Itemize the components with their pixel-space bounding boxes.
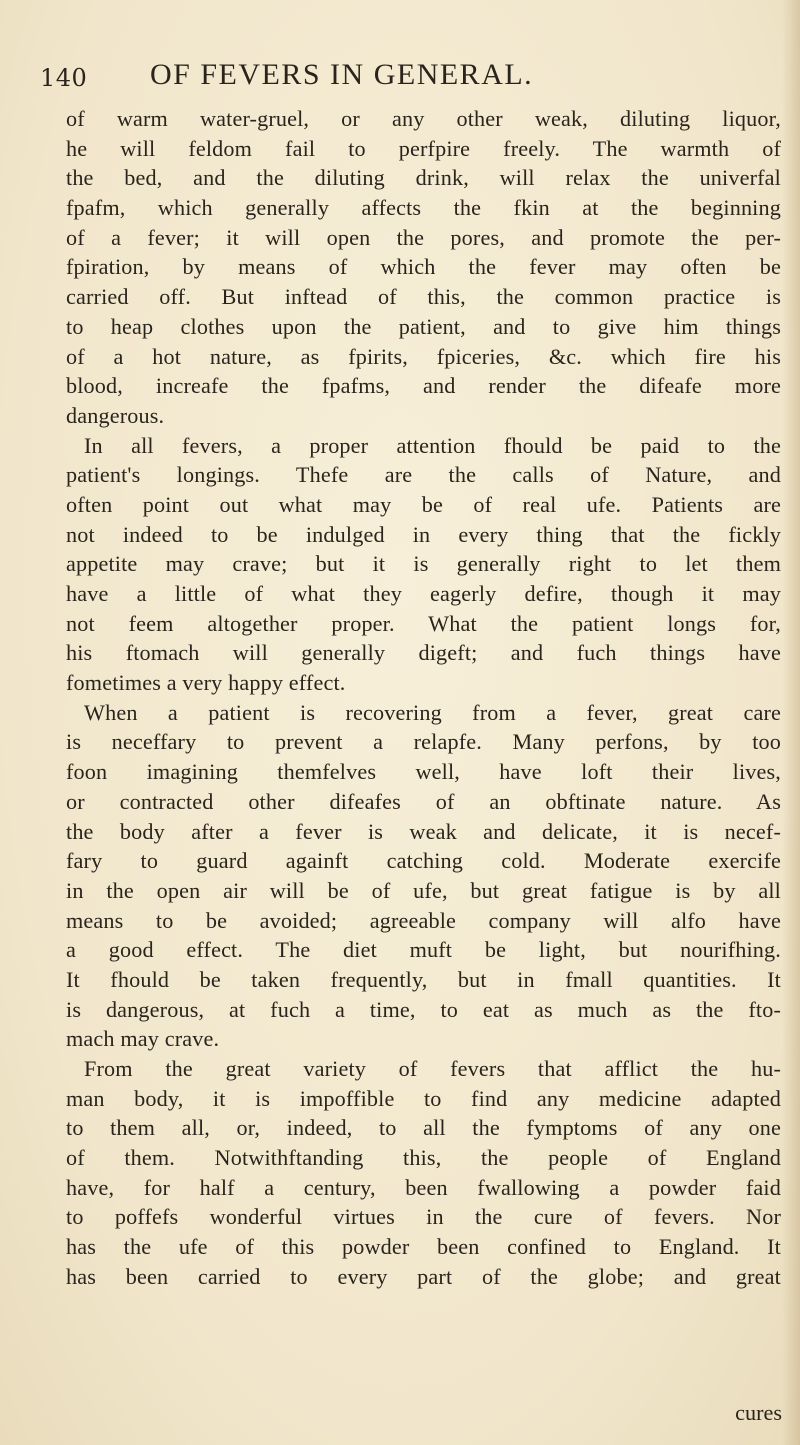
text-line: of a hot nature, as fpirits, fpiceries, &c. which fire his [66,343,781,369]
text-line: patient's longings. Thefe are the calls of Nature, and [66,462,781,488]
text-line: of a fever; it will open the pores, and promote the per- [66,224,781,250]
catchword: cures [735,1400,782,1425]
paragraph-start-line: From the great variety of fevers that afflict the hu- [84,1056,781,1081]
text-line: he will feldom fail to perfpire freely. The warmth of [66,135,781,161]
text-line: of them. Notwithftanding this, the people of England [66,1145,781,1171]
text-line: is neceffary to prevent a relapfe. Many perfons, by too [66,729,781,755]
text-line: fary to guard againft catching cold. Moderate exercife [66,848,781,874]
text-line: his ftomach will generally digeft; and fuch things have [66,640,781,666]
paragraph-start-line: In all fevers, a proper attention fhould be paid to the [84,432,781,458]
page-number: 140 [40,64,88,92]
text-line: means to be avoided; agreeable company will alfo have [66,907,781,933]
running-title: OF FEVERS IN GENERAL. [150,58,534,91]
text-line: has the ufe of this powder been confined to England. It [66,1234,781,1260]
text-line: not indeed to be indulged in every thing that the fickly [66,521,781,547]
text-line: not feem altogether proper. What the patient longs for, [66,610,781,636]
text-line: fpiration, by means of which the fever may often be [66,254,781,280]
paragraph-end-line: mach may crave. [66,1026,220,1052]
text-line: has been carried to every part of the globe; and great [66,1263,781,1289]
text-line: to heap clothes upon the patient, and to give him things [66,313,781,339]
text-line: the body after a fever is weak and delicate, it is necef- [66,818,781,844]
text-line: to them all, or, indeed, to all the fymptoms of any one [66,1115,781,1141]
running-head [40,56,780,100]
paragraph-end-line: dangerous. [66,402,165,428]
text-line: have a little of what they eagerly defire, though it may [66,581,781,606]
text-line: It fhould be taken frequently, but in fmall quantities. It [66,966,781,992]
text-line: a good effect. The diet muft be light, but nourifhing. [66,937,781,963]
body-text [66,104,781,1292]
text-line: in the open air will be of ufe, but great fatigue is by all [66,877,781,903]
text-line: fpafm, which generally affects the fkin at the beginning [66,195,781,221]
text-line: of warm water-gruel, or any other weak, diluting liquor, [66,106,781,131]
paragraph-start-line: When a patient is recovering from a fever, great care [84,699,781,725]
text-line: blood, increafe the fpafms, and render the difeafe more [66,373,781,399]
text-line: man body, it is impoffible to find any medicine adapted [66,1085,781,1111]
text-line: to poffefs wonderful virtues in the cure of fevers. Nor [66,1204,781,1230]
text-line: or contracted other difeafes of an obftinate nature. As [66,788,781,814]
text-line: often point out what may be of real ufe. Patients are [66,491,781,517]
text-line: carried off. But inftead of this, the common practice is [66,284,781,310]
page-edge-shadow [782,0,800,1445]
text-line: foon imagining themfelves well, have loft their lives, [66,759,781,785]
text-line: is dangerous, at fuch a time, to eat as much as the fto- [66,996,781,1022]
text-line: have, for half a century, been fwallowing a powder faid [66,1174,781,1200]
text-line: the bed, and the diluting drink, will relax the univerfal [66,165,781,191]
paragraph-end-line: fometimes a very happy effect. [66,670,346,696]
text-line: appetite may crave; but it is generally right to let them [66,551,781,577]
